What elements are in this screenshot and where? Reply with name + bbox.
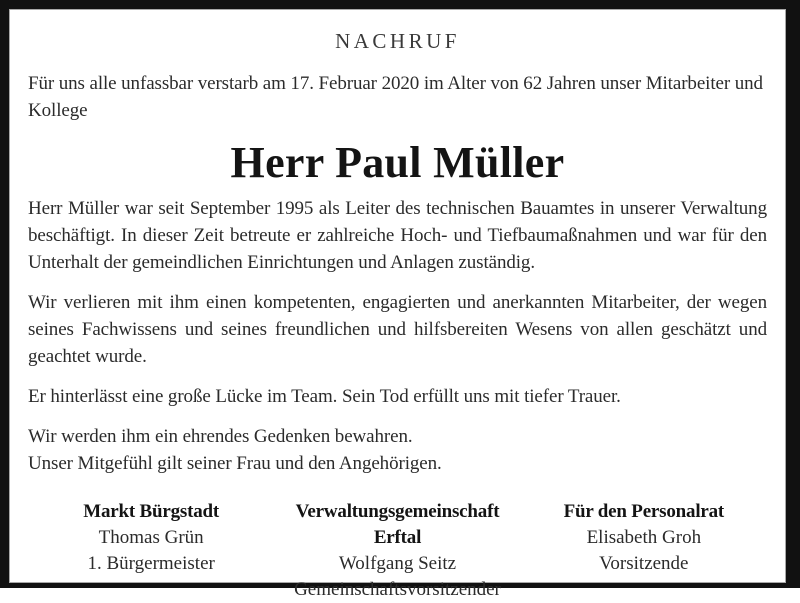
signatory-organization: Verwaltungsgemeinschaft Erftal — [295, 500, 500, 548]
closing-paragraph — [28, 423, 767, 477]
signatory-column-personalrat — [521, 499, 767, 603]
body-paragraph-career: Herr Müller war seit September 1995 als Leiter des technischen Bauamtes in unserer Verwaltung beschäftigt. In dieser Zeit betreute er zahlreiche Hoch- und Tiefbaumaßnahmen und war für den Unterhalt der gemeindlichen Einrichtungen und Anlagen zuständig. — [28, 197, 767, 273]
signatory-person: Thomas Grün — [98, 526, 204, 548]
deceased-name: Herr Paul Müller — [230, 138, 565, 188]
signatory-person: Elisabeth Groh — [586, 526, 702, 548]
body-paragraph-tribute: Wir verlieren mit ihm einen kompetenten, engagierten und anerkannten Mitarbeiter, der wegen seines Fachwissens und seines freundlichen und hilfsbereiten Wesens von allen geschätzt und geachtet wurde. — [28, 291, 767, 367]
signatory-role: Gemeinschaftsvorsitzender — [294, 578, 501, 600]
body-paragraph-loss: Er hinterlässt eine große Lücke im Team. Sein Tod erfüllt uns mit tiefer Trauer. — [28, 385, 621, 407]
signatory-column-verwaltungsgemeinschaft-erftal — [274, 499, 520, 603]
signatory-organization: Für den Personalrat — [563, 500, 725, 522]
signature-block — [28, 499, 767, 603]
signatory-role: 1. Bürgermeister — [87, 552, 215, 574]
obituary-notice — [9, 9, 786, 600]
signatory-role: Vorsitzende — [599, 552, 689, 574]
notice-heading: NACHRUF — [335, 29, 460, 53]
intro-paragraph: Für uns alle unfassbar verstarb am 17. Februar 2020 im Alter von 62 Jahren unser Mitarbeiter und Kollege — [28, 73, 763, 122]
signatory-column-markt-buergstadt — [28, 499, 274, 603]
signatory-organization: Markt Bürgstadt — [83, 500, 220, 522]
closing-line-remembrance: Wir werden ihm ein ehrendes Gedenken bewahren. — [28, 425, 413, 447]
closing-line-condolence: Unser Mitgefühl gilt seiner Frau und den Angehörigen. — [28, 452, 442, 474]
signatory-person: Wolfgang Seitz — [338, 552, 457, 574]
